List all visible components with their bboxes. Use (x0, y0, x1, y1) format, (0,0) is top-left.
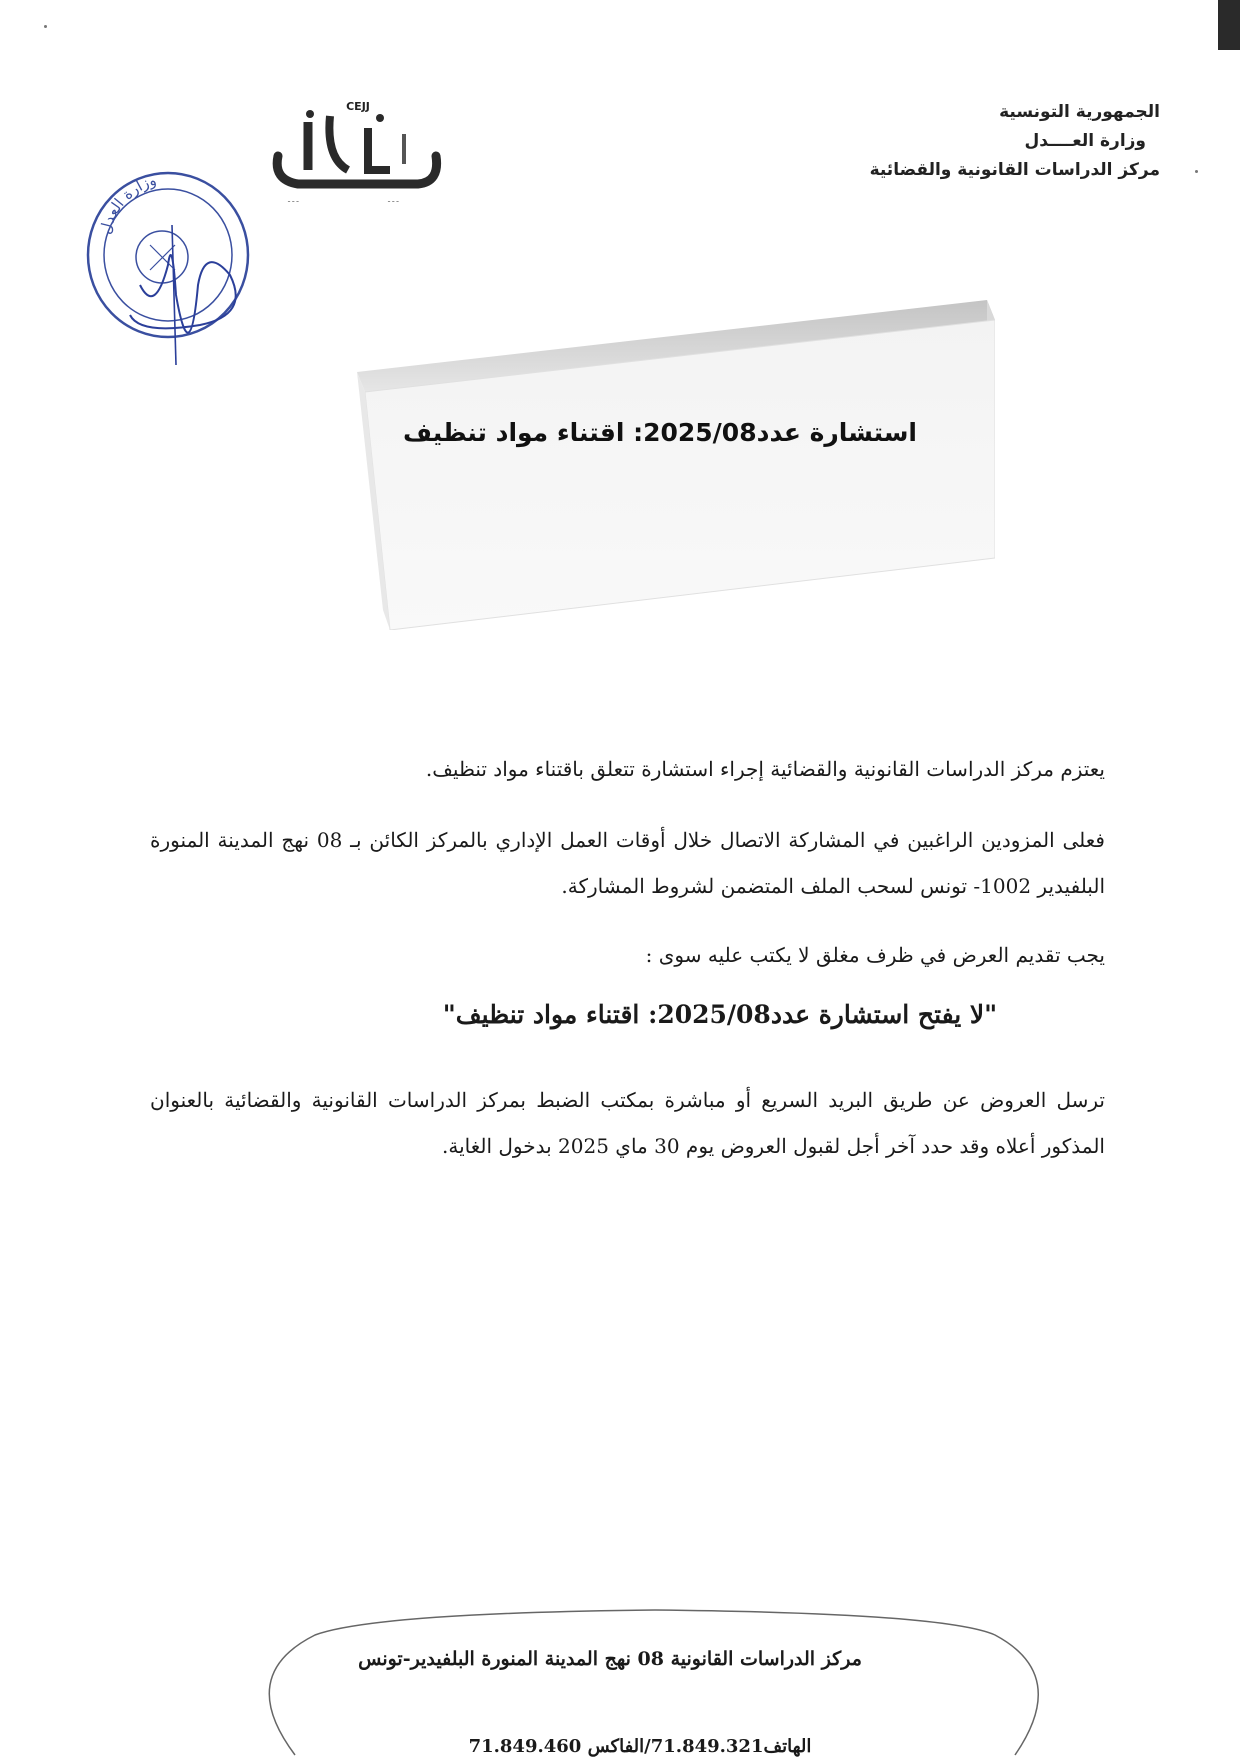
letterhead-ministry: وزارة العــــدل (1024, 131, 1146, 151)
letterhead (740, 98, 1160, 185)
scan-speck (44, 25, 47, 28)
scan-edge-mark (1218, 0, 1240, 50)
paragraph-participation: فعلى المزودين الراغبين في المشاركة الاتصال خلال أوقات العمل الإداري بالمركز الكائن بـ 08 نهج المدينة المنورة البلفيدير 1002- تونس لسحب الملف المتضمن لشروط المشاركة. (150, 828, 1105, 898)
official-stamp-icon (80, 165, 270, 380)
cejj-logo-icon (268, 98, 448, 208)
logo-text: CEJJ (346, 100, 370, 113)
page-title: استشارة عدد2025/08: اقتناء مواد تنظيف (402, 418, 917, 447)
footer-phone-fax: الهاتف71.849.321/الفاكس 71.849.460 (468, 1736, 812, 1757)
envelope-inscription: "لا يفتح استشارة عدد2025/08: اقتناء مواد تنظيف" (442, 1000, 998, 1029)
svg-text:ـ ـ ـ: ـ ـ ـ (288, 196, 299, 204)
paragraph-deadline: ترسل العروض عن طريق البريد السريع أو مباشرة بمكتب الضبط بمركز الدراسات القانونية والقضائية بالعنوان المذكور أعلاه وقد حدد آخر أجل لقبول العروض يوم 30 ماي 2025 بدخول الغاية. (150, 1088, 1105, 1158)
footer-address: مركز الدراسات القانونية 08 نهج المدينة المنورة البلفيدير-تونس (358, 1648, 862, 1670)
paragraph-envelope: يجب تقديم العرض في ظرف مغلق لا يكتب عليه سوى : (645, 943, 1105, 967)
letterhead-country: الجمهورية التونسية (999, 102, 1160, 122)
letterhead-center: مركز الدراسات القانونية والقضائية (869, 160, 1160, 180)
stamp-text: وزارة العدل (96, 170, 159, 236)
scan-speck (1195, 170, 1198, 173)
title-block (355, 300, 995, 630)
paragraph-intro: يعتزم مركز الدراسات القانونية والقضائية إجراء استشارة تتعلق باقتناء مواد تنظيف. (425, 757, 1105, 781)
svg-text:ـ ـ ـ: ـ ـ ـ (388, 196, 399, 204)
